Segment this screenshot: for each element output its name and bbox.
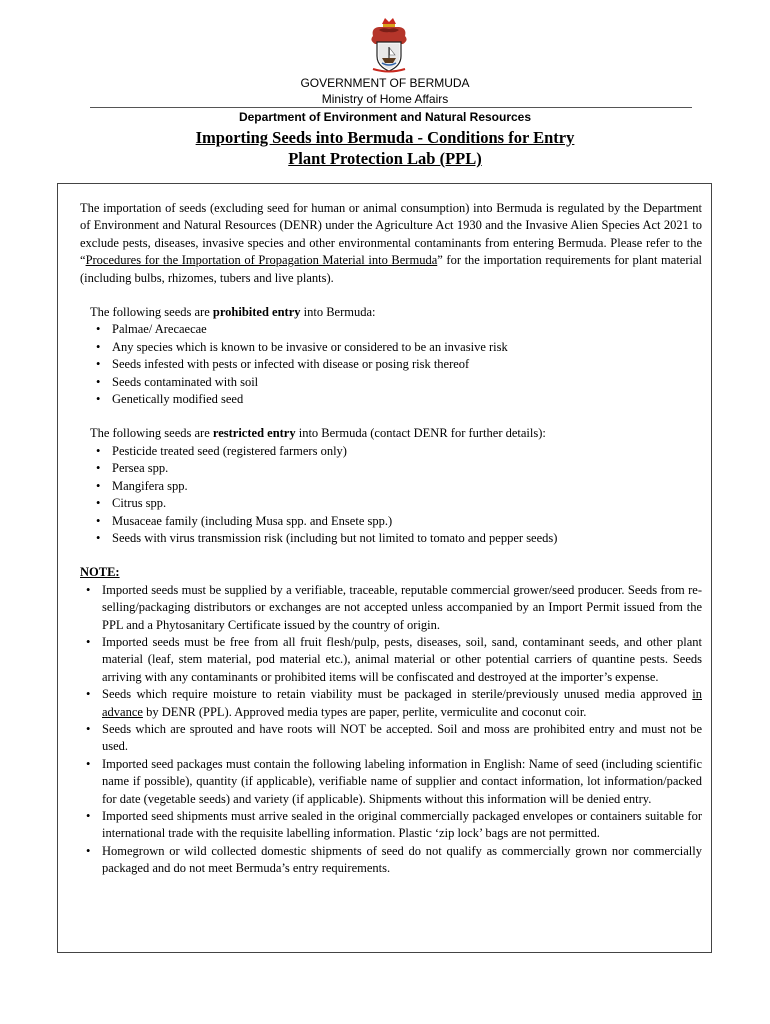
list-item: • Palmae/ Arecaecae [90,321,702,338]
note-item-text: by DENR (PPL). Approved media types are paper, perlite, vermiculite and coconut coir. [142,704,587,719]
prohibited-lead [90,304,702,321]
restricted-lead-text: The following seeds are [90,426,213,441]
prohibited-section [90,304,702,408]
bermuda-coat-of-arms-icon [365,14,413,74]
list-item: • Persea spp. [90,460,702,477]
note-item [80,686,702,721]
intro-text-after: ” for the importation requirements for plant material (including bulbs, rhizomes, tubers and live plants). [80,253,702,285]
list-item: • Genetically modified seed [90,391,702,408]
list-item: • Any species which is known to be invasive or considered to be an invasive risk [90,339,702,356]
prohibited-list [90,321,702,408]
intro-text-before: The importation of seeds (excluding seed for human or animal consumption) into Bermuda is regulated by the Department of Environment and Natural Resources (DENR) under the Agriculture Act 1930 and the Invasive Alien Species Act 2021 to exclude pests, diseases, invasive species and other environmental contaminants from entering Bermuda. Please refer to the “ [80,201,702,268]
list-item: • Musaceae family (including Musa spp. and Ensete spp.) [90,513,702,530]
list-item: • Seeds with virus transmission risk (including but not limited to tomato and pepper seeds) [90,530,702,547]
note-section [80,564,702,877]
note-item-text: Seeds which require moisture to retain viability must be packaged in sterile/previously unused media approved [102,687,693,702]
restricted-lead-tail: into Bermuda (contact DENR for further details): [295,426,546,441]
intro-paragraph [80,200,702,287]
note-item: • Imported seed packages must contain the following labeling information in English: Name of seed (including scientific name if possible), quantity (if applicable), verifiable name of supplier and contact information, lot information/packed for date (vegetable seeds) and variety (if applicable). Shipments without this information will be denied entry. [80,756,702,808]
note-item: • Imported seeds must be free from all fruit flesh/pulp, pests, diseases, soil, sand, contaminant seeds, and other plant material (leaf, stem material, pod material etc.), animal material or other potential carriers of quantine pests. Seeds arriving with any contaminants or prohibited items will be confiscated and destroyed at the importer’s expense. [80,634,702,686]
note-heading: NOTE: [80,565,120,580]
restricted-lead-bold: restricted entry [212,426,296,441]
government-name: GOVERNMENT OF BERMUDA [300,76,470,90]
restricted-section [90,425,702,547]
prohibited-lead-bold: prohibited entry [212,305,301,320]
document-title: Importing Seeds into Bermuda - Conditions for Entry [195,128,575,147]
note-item: • Seeds which are sprouted and have roots will NOT be accepted. Soil and moss are prohibited entry and must not be used. [80,721,702,756]
prohibited-lead-tail: into Bermuda: [300,305,376,320]
note-item: • Imported seed shipments must arrive sealed in the original commercially packaged envelopes or containers suitable for international trade with the requisite labelling information. Plastic ‘zip lock’ bags are not permitted. [80,808,702,843]
note-list [80,582,702,878]
document-subtitle: Plant Protection Lab (PPL) [288,149,482,168]
list-item: • Pesticide treated seed (registered farmers only) [90,443,702,460]
restricted-lead [90,425,702,442]
header-divider [90,107,692,108]
restricted-list [90,443,702,547]
note-item-emphasis: in advance [102,687,702,719]
list-item: • Mangifera spp. [90,478,702,495]
procedures-link[interactable]: Procedures for the Importation of Propagation Material into Bermuda [85,253,438,268]
list-item: • Seeds contaminated with soil [90,374,702,391]
department-name: Department of Environment and Natural Resources [238,110,532,124]
prohibited-lead-text: The following seeds are [90,305,213,320]
list-item: • Seeds infested with pests or infected with disease or posing risk thereof [90,356,702,373]
document-body [80,200,702,878]
note-item: • Homegrown or wild collected domestic shipments of seed do not qualify as commercially grown nor commercially packaged and do not meet Bermuda’s entry requirements. [80,843,702,878]
ministry-name: Ministry of Home Affairs [321,92,449,106]
list-item: • Citrus spp. [90,495,702,512]
note-item: • Imported seeds must be supplied by a verifiable, traceable, reputable commercial grower/seed producer. Seeds from re-selling/packaging distributors or exchanges are not accepted unless accompanied by an Import Permit issued from the PPL and a Phytosanitary Certificate issued by the country of origin. [80,582,702,634]
